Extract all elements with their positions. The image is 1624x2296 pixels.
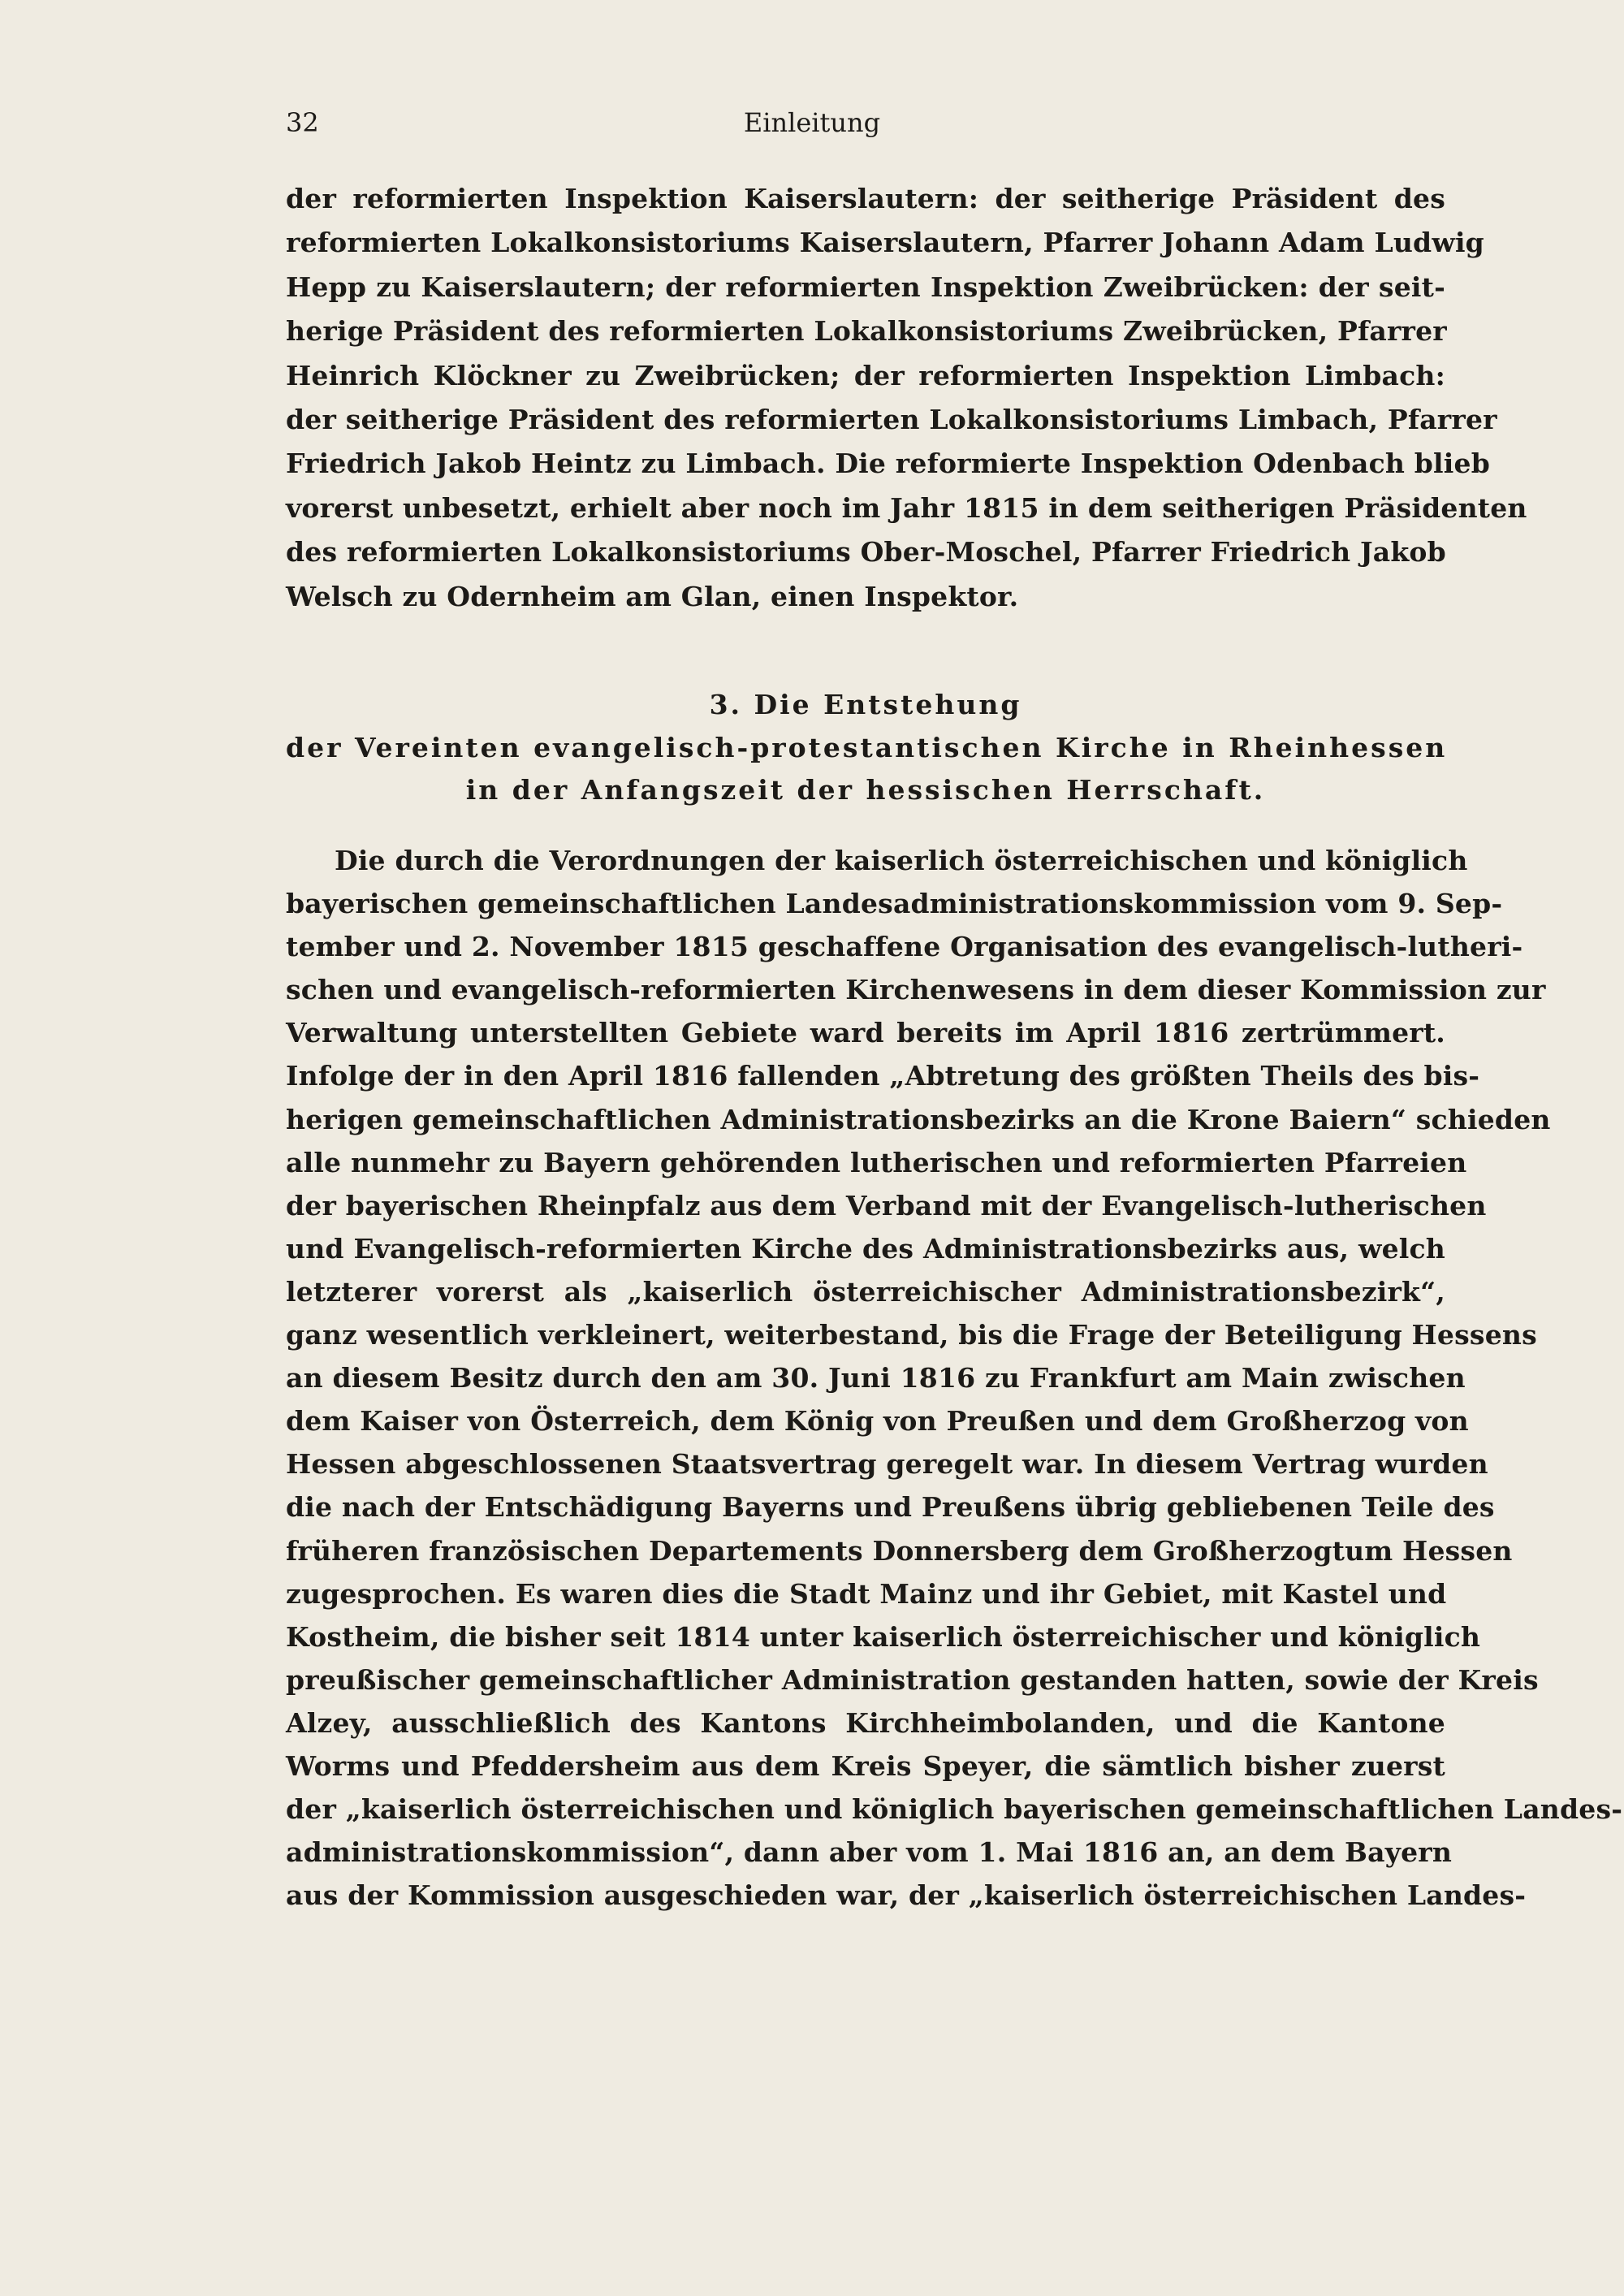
text-line: Welsch zu Odernheim am Glan, einen Inspektor. — [286, 580, 1019, 612]
text-line: bayerischen gemeinschaftlichen Landesadministrationskommission vom 9. Sep- — [286, 888, 1503, 920]
text-line: Verwaltung unterstellten Gebiete ward bereits im April 1816 zertrümmert. — [286, 1017, 1445, 1049]
text-line: letzterer vorerst als „kaiserlich österreichischer Administrationsbezirk“, — [286, 1275, 1445, 1308]
text-line: der bayerischen Rheinpfalz aus dem Verband mit der Evangelisch-lutherischen — [286, 1189, 1487, 1222]
text-line: Kostheim, die bisher seit 1814 unter kaiserlich österreichischer und königlich — [286, 1620, 1481, 1653]
heading-line: in der Anfangszeit der hessischen Herrschaft. — [465, 774, 1266, 806]
section-heading — [286, 684, 1448, 812]
text-line: herige Präsident des reformierten Lokalkonsistoriums Zweibrücken, Pfarrer — [286, 315, 1447, 348]
text-line: schen und evangelisch-reformierten Kirchenwesens in dem dieser Kommission zur — [286, 974, 1546, 1006]
text-line: Alzey, ausschließlich des Kantons Kirchheimbolanden, und die Kantone — [286, 1706, 1445, 1739]
text-line: die nach der Entschädigung Bayerns und Preußens übrig gebliebenen Teile des — [286, 1491, 1495, 1524]
text-line: Hepp zu Kaiserslautern; der reformierten Inspektion Zweibrücken: der seit- — [286, 270, 1445, 303]
text-line: der „kaiserlich österreichischen und königlich bayerischen gemeinschaftlichen Landes- — [286, 1793, 1623, 1826]
text-line: aus der Kommission ausgeschieden war, der „kaiserlich österreichischen Landes- — [286, 1879, 1527, 1912]
text-line: zugesprochen. Es waren dies die Stadt Mainz und ihr Gebiet, mit Kastel und — [286, 1577, 1447, 1610]
text-line: der seitherige Präsident des reformierten Lokalkonsistoriums Limbach, Pfarrer — [286, 403, 1497, 435]
text-line: ganz wesentlich verkleinert, weiterbestand, bis die Frage der Beteiligung Hessens — [286, 1319, 1537, 1351]
text-line: Heinrich Klöckner zu Zweibrücken; der reformierten Inspektion Limbach: — [286, 359, 1445, 391]
text-line: des reformierten Lokalkonsistoriums Ober-Moschel, Pfarrer Friedrich Jakob — [286, 536, 1446, 569]
text-line: an diesem Besitz durch den am 30. Juni 1816 zu Frankfurt am Main zwischen — [286, 1362, 1466, 1394]
running-title: Einleitung — [743, 107, 881, 138]
paragraph-1 — [286, 177, 1527, 619]
text-line: Hessen abgeschlossenen Staatsvertrag geregelt war. In diesem Vertrag wurden — [286, 1448, 1488, 1481]
page-number: 32 — [286, 107, 319, 138]
text-line: administrationskommission“, dann aber vom 1. Mai 1816 an, an dem Bayern — [286, 1836, 1453, 1869]
text-line: dem Kaiser von Österreich, dem König von Preußen und dem Großherzog von — [286, 1405, 1469, 1438]
text-line: und Evangelisch-reformierten Kirche des Administrationsbezirks aus, welch — [286, 1232, 1445, 1265]
text-line: preußischer gemeinschaftlicher Administration gestanden hatten, sowie der Kreis — [286, 1663, 1539, 1696]
text-line: reformierten Lokalkonsistoriums Kaiserslautern, Pfarrer Johann Adam Ludwig — [286, 227, 1484, 259]
text-line: tember und 2. November 1815 geschaffene Organisation des evangelisch-lutheri- — [286, 931, 1523, 963]
text-line: der reformierten Inspektion Kaiserslautern: der seitherige Präsident des — [286, 183, 1445, 214]
text-line: Friedrich Jakob Heintz zu Limbach. Die reformierte Inspektion Odenbach blieb — [286, 448, 1490, 480]
text-line: Die durch die Verordnungen der kaiserlich österreichischen und königlich — [335, 845, 1468, 876]
text-line: alle nunmehr zu Bayern gehörenden lutherischen und reformierten Pfarreien — [286, 1146, 1467, 1178]
heading-line: der Vereinten evangelisch-protestantischen Kirche in Rheinhessen — [286, 731, 1448, 763]
text-line: Worms und Pfeddersheim aus dem Kreis Speyer, die sämtlich bisher zuerst — [286, 1749, 1445, 1782]
paragraph-2 — [286, 839, 1623, 1917]
text-line: Infolge der in den April 1816 fallenden „Abtretung des größten Theils des bis- — [286, 1060, 1480, 1092]
text-line: früheren französischen Departements Donnersberg dem Großherzogtum Hessen — [286, 1534, 1513, 1567]
text-line: vorerst unbesetzt, erhielt aber noch im Jahr 1815 in dem seitherigen Präsidenten — [286, 491, 1527, 524]
text-line: herigen gemeinschaftlichen Administrationsbezirks an die Krone Baiern“ schieden — [286, 1103, 1551, 1135]
heading-line: 3. Die Entstehung — [709, 689, 1022, 720]
